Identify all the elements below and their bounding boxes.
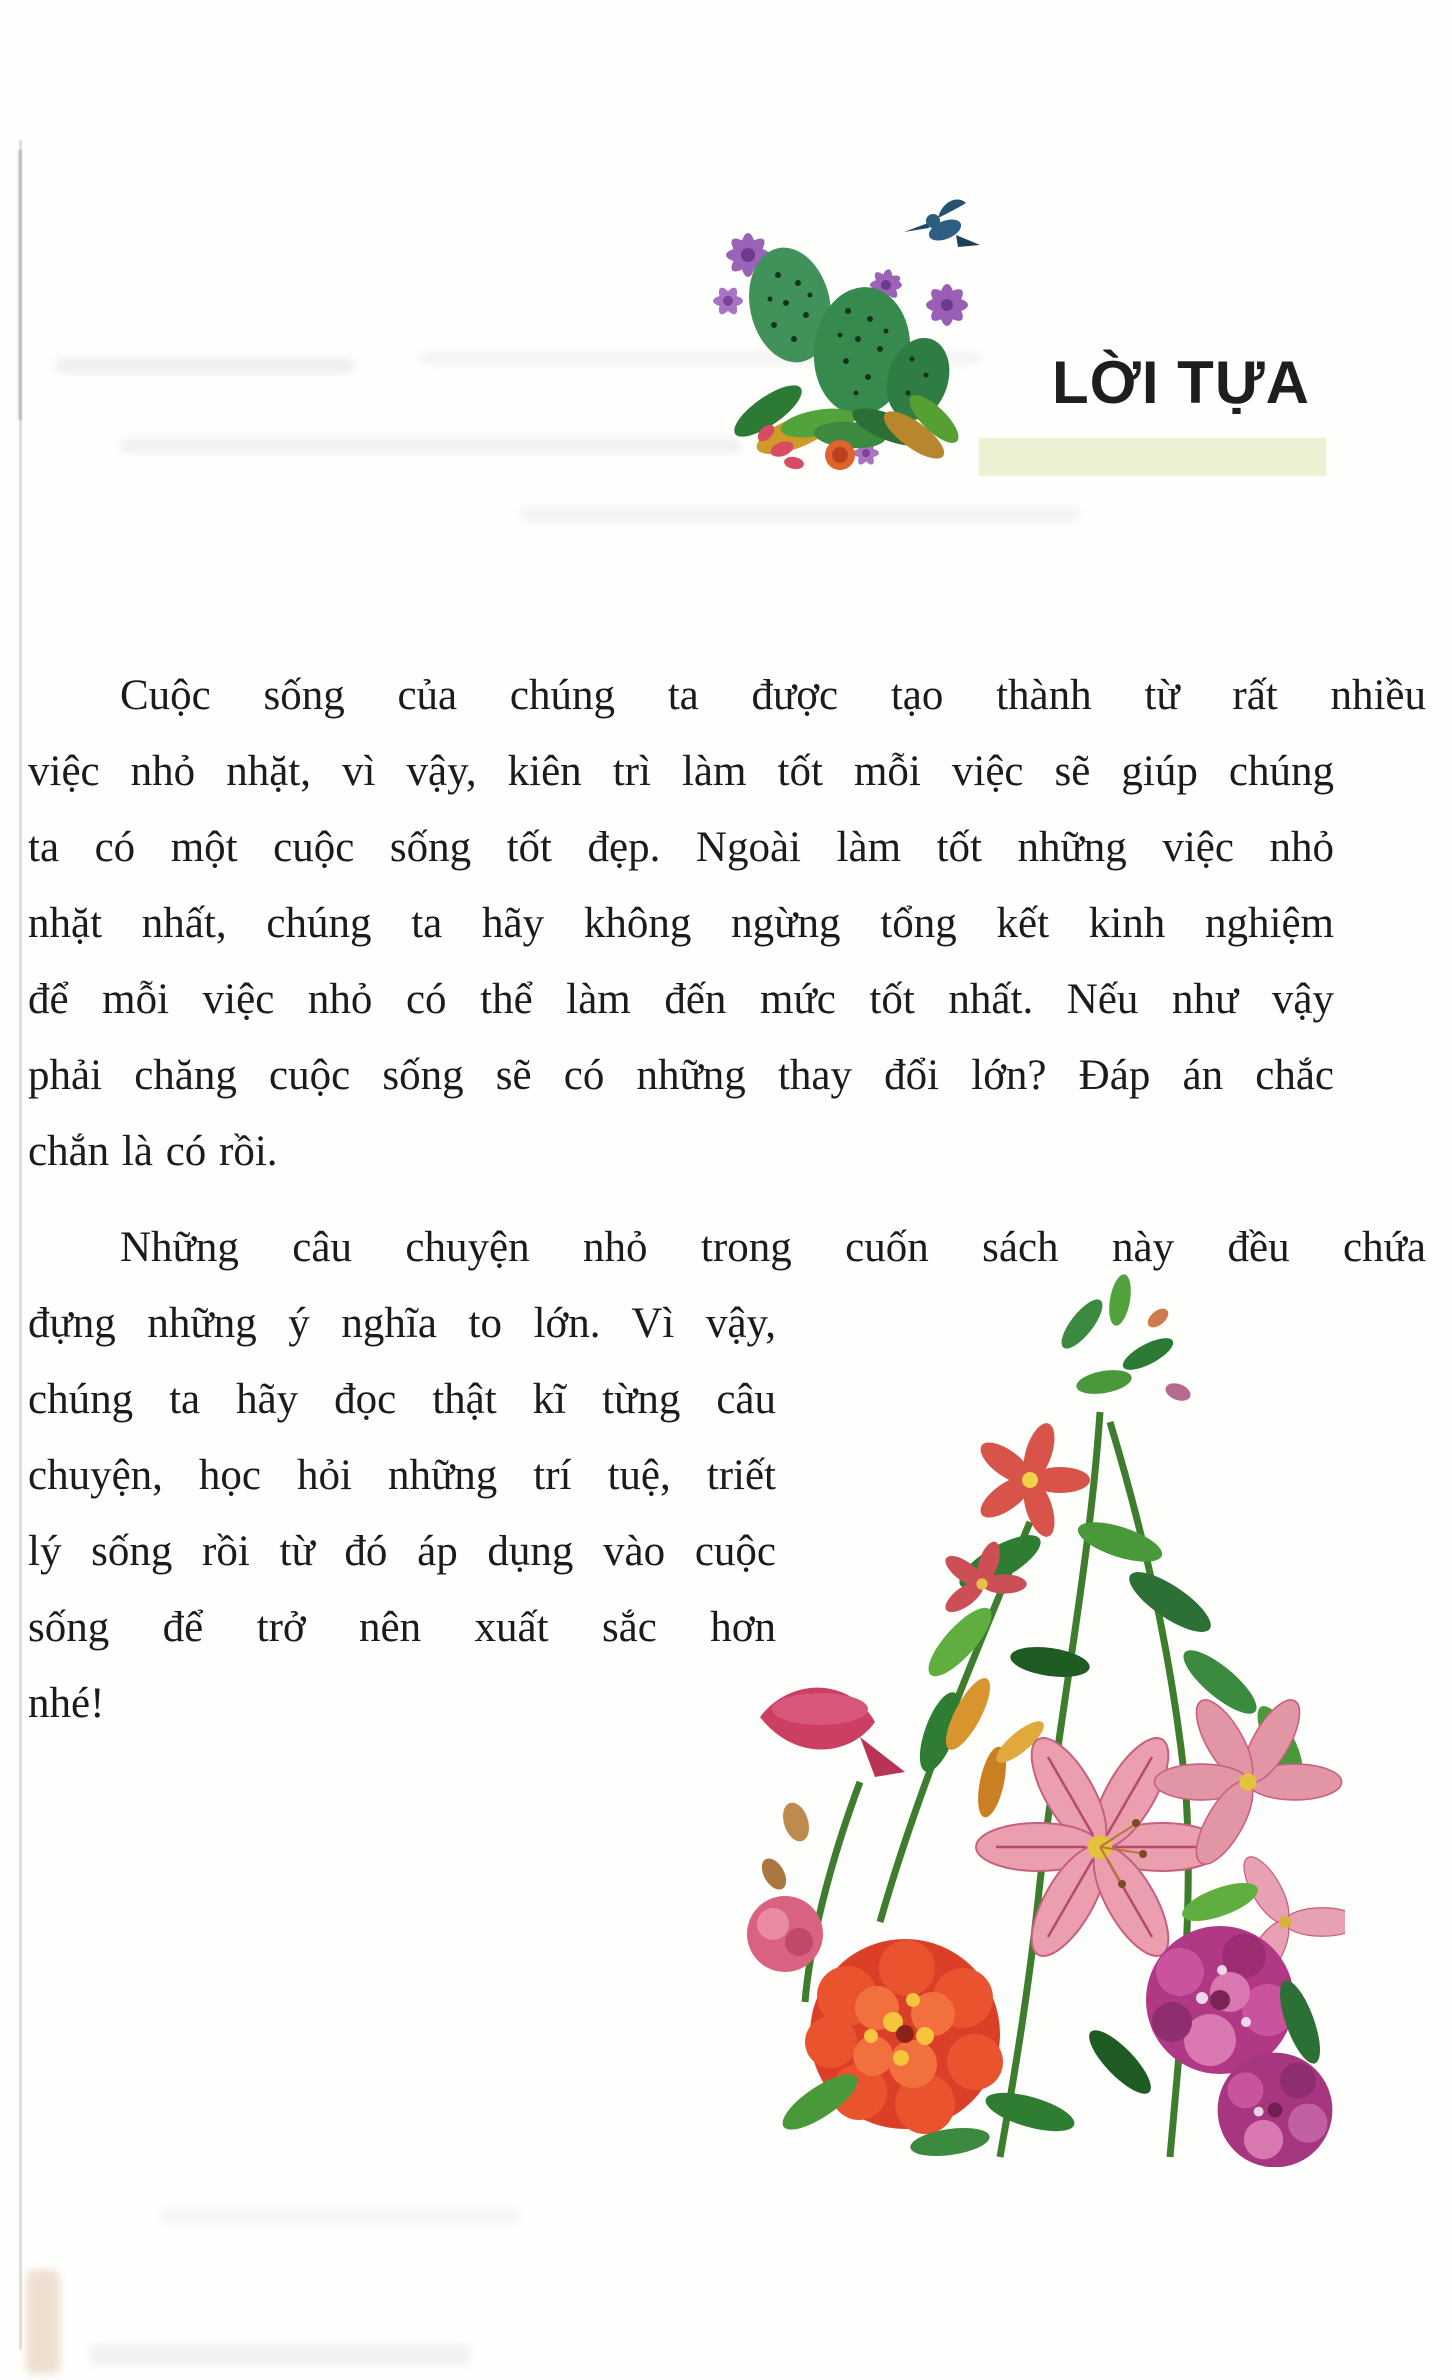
text-line: Cuộc sống của chúng ta được tạo thành từ rất nhiều (120, 672, 1426, 719)
text-line: việc nhỏ nhặt, vì vậy, kiên trì làm tốt mỗi việc sẽ giúp chúng (28, 748, 1334, 795)
cactus-illustration (690, 183, 990, 475)
hummingbird-icon (904, 199, 980, 247)
text-line: Những câu chuyện nhỏ trong cuốn sách này đều chứa (120, 1224, 1426, 1271)
ink-bleed-smudge (160, 2208, 520, 2224)
ink-bleed-smudge (120, 438, 740, 454)
text-line: phải chăng cuộc sống sẽ có những thay đổi lớn? Đáp án chắc (28, 1052, 1334, 1099)
text-line: chắn là có rồi. (28, 1128, 278, 1175)
scan-edge-line (19, 140, 22, 2350)
trumpet-flower-icon (760, 1688, 905, 1777)
periwinkle-flower-icon (941, 1419, 1090, 1617)
ink-bleed-smudge (55, 358, 355, 374)
text-line: lý sống rồi từ đó áp dụng vào cuộc (28, 1528, 776, 1575)
text-line: nhặt nhất, chúng ta hãy không ngừng tổng kết kinh nghiệm (28, 900, 1334, 947)
text-line: chúng ta hãy đọc thật kĩ từng câu (28, 1376, 776, 1423)
text-line: chuyện, học hỏi những trí tuệ, triết (28, 1452, 776, 1499)
ink-bleed-smudge (520, 508, 1080, 522)
sprig-icon (1055, 1273, 1193, 1404)
text-line: đựng những ý nghĩa to lớn. Vì vậy, (28, 1300, 776, 1347)
title-highlight-bar (979, 438, 1326, 476)
scan-edge-shadow (18, 150, 22, 420)
pink-flower-icon (747, 1896, 823, 1972)
flower-bud-icon (757, 1799, 814, 1893)
text-line: nhé! (28, 1680, 105, 1727)
page-title: LỜI TỰA (1052, 349, 1310, 416)
page-corner-stain (26, 2270, 60, 2374)
flower-bouquet-illustration (700, 1262, 1345, 2167)
ink-bleed-smudge (90, 2344, 470, 2366)
text-line: sống để trở nên xuất sắc hơn (28, 1604, 776, 1651)
text-line: ta có một cuộc sống tốt đẹp. Ngoài làm tốt những việc nhỏ (28, 824, 1334, 871)
text-line: để mỗi việc nhỏ có thể làm đến mức tốt nhất. Nếu như vậy (28, 976, 1334, 1023)
